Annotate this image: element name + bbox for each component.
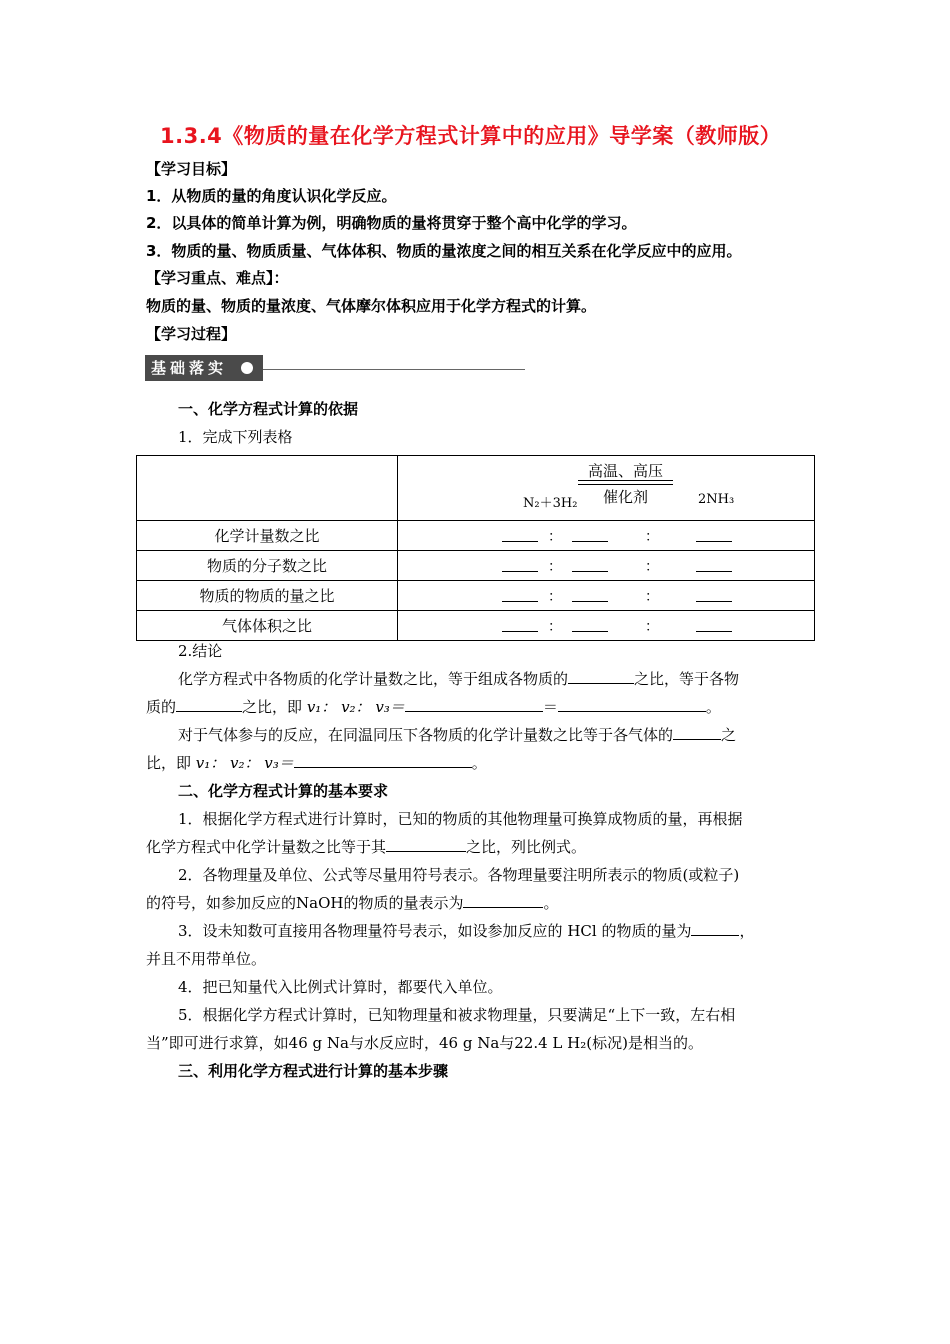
text-span: 比，即 [146,754,192,772]
section2-p3-line1 [178,921,754,941]
condition-bottom: 催化剂 [603,488,649,506]
answer-blank[interactable] [696,619,732,632]
section2-p3-line2: 并且不用带单位。 [146,950,267,968]
section2-heading: 二、化学方程式计算的基本要求 [178,782,389,800]
banner-rule [263,369,525,370]
answer-blank[interactable] [502,529,538,542]
conclusion-para2-line2 [146,753,487,773]
answer-blank[interactable] [572,589,608,602]
text-span: 之比，列比例式。 [466,838,587,856]
row-label: 气体体积之比 [137,611,398,641]
answer-blank[interactable] [405,697,543,712]
section2-p5-line1: 5．根据化学方程式计算时，已知物理量和被求物理量，只要满足“上下一致，左右相 [178,1006,736,1024]
answer-blank[interactable] [502,589,538,602]
goal-item: 1．从物质的量的角度认识化学反应。 [146,187,397,205]
text-span: ＝ [542,698,558,716]
ratio-table [136,455,815,641]
text-span: 3．设未知数可直接用各物理量符号表示，如设参加反应的 HCl 的物质的量为 [178,922,692,940]
ratio-cell: ： ： [398,521,815,551]
answer-blank[interactable] [502,619,538,632]
row-label: 物质的物质的量之比 [137,581,398,611]
text-span: 之比，即 [242,698,303,716]
text-span: 的符号，如参加反应的NaOH的物质的量表示为 [146,894,464,912]
answer-blank[interactable] [502,559,538,572]
section2-p4: 4．把已知量代入比例式计算时，都要代入单位。 [178,978,503,996]
answer-blank[interactable] [572,529,608,542]
answer-blank[interactable] [572,619,608,632]
formula-span: v₁： v₂： v₃＝ [195,754,294,772]
answer-blank[interactable] [572,559,608,572]
conclusion-para2-line1 [178,725,736,745]
text-span: 。 [705,698,721,716]
equilibrium-arrow [578,484,673,485]
ratio-cell: ： ： [398,581,815,611]
answer-blank[interactable] [294,753,472,768]
section1-item1: 1．完成下列表格 [178,428,293,446]
text-span: 之比，等于各物 [634,670,740,688]
condition-top: 高温、高压 [588,462,664,480]
text-span: 。 [471,754,487,772]
answer-blank[interactable] [691,921,739,936]
text-span: 质的 [146,698,177,716]
formula-span: v₁： v₂： v₃＝ [306,698,405,716]
text-span: 之 [721,726,737,744]
section2-p2-line2 [146,893,558,913]
answer-blank[interactable] [696,559,732,572]
section2-p5-line2: 当”即可进行求算，如46 g Na与水反应时，46 g Na与22.4 L H₂(标况)是相当的。 [146,1034,703,1052]
text-span: ， [739,922,755,940]
equation-reactants: N₂＋3H₂ [523,496,578,511]
equation-cell [398,456,815,521]
section2-p1-line2 [146,837,586,857]
equilibrium-arrow [578,480,673,481]
row-label: 化学计量数之比 [137,521,398,551]
process-header: 【学习过程】 [146,325,237,343]
banner-label: 基础落实 [145,355,263,381]
keypoints-header: 【学习重点、难点】： [146,269,289,287]
ratio-cell: ： ： [398,611,815,641]
section1-heading: 一、化学方程式计算的依据 [178,400,359,418]
text-span: 。 [543,894,559,912]
section1-item2: 2.结论 [178,642,223,660]
equation-products: 2NH₃ [698,492,735,507]
section2-p2-line1: 2．各物理量及单位、公式等尽量用符号表示。各物理量要注明所表示的物质(或粒子) [178,866,740,884]
section2-p1-line1: 1．根据化学方程式进行计算时，已知的物质的其他物理量可换算成物质的量，再根据 [178,810,743,828]
banner-dot-icon [241,362,253,374]
answer-blank[interactable] [696,589,732,602]
page-title: 1.3.4《物质的量在化学方程式计算中的应用》导学案（教师版） [160,124,782,148]
table-corner-cell [137,456,398,521]
keypoints-text: 物质的量、物质的量浓度、气体摩尔体积应用于化学方程式的计算。 [146,297,597,315]
ratio-cell: ： ： [398,551,815,581]
conclusion-para1-line1 [178,669,739,689]
answer-blank[interactable] [558,697,706,712]
text-span: 化学方程式中化学计量数之比等于其 [146,838,387,856]
section3-heading: 三、利用化学方程式进行计算的基本步骤 [178,1062,449,1080]
goal-item: 3．物质的量、物质质量、气体体积、物质的量浓度之间的相互关系在化学反应中的应用。 [146,242,742,260]
conclusion-para1-line2 [146,697,721,717]
answer-blank[interactable] [696,529,732,542]
goals-header: 【学习目标】 [146,160,237,178]
answer-blank[interactable] [463,893,543,908]
text-span: 对于气体参与的反应，在同温同压下各物质的化学计量数之比等于各气体的 [178,726,674,744]
text-span: 化学方程式中各物质的化学计量数之比，等于组成各物质的 [178,670,569,688]
goal-item: 2．以具体的简单计算为例，明确物质的量将贯穿于整个高中化学的学习。 [146,214,637,232]
section-banner [145,355,525,381]
answer-blank[interactable] [386,837,466,852]
answer-blank[interactable] [568,669,634,684]
answer-blank[interactable] [673,725,721,740]
answer-blank[interactable] [176,697,242,712]
row-label: 物质的分子数之比 [137,551,398,581]
